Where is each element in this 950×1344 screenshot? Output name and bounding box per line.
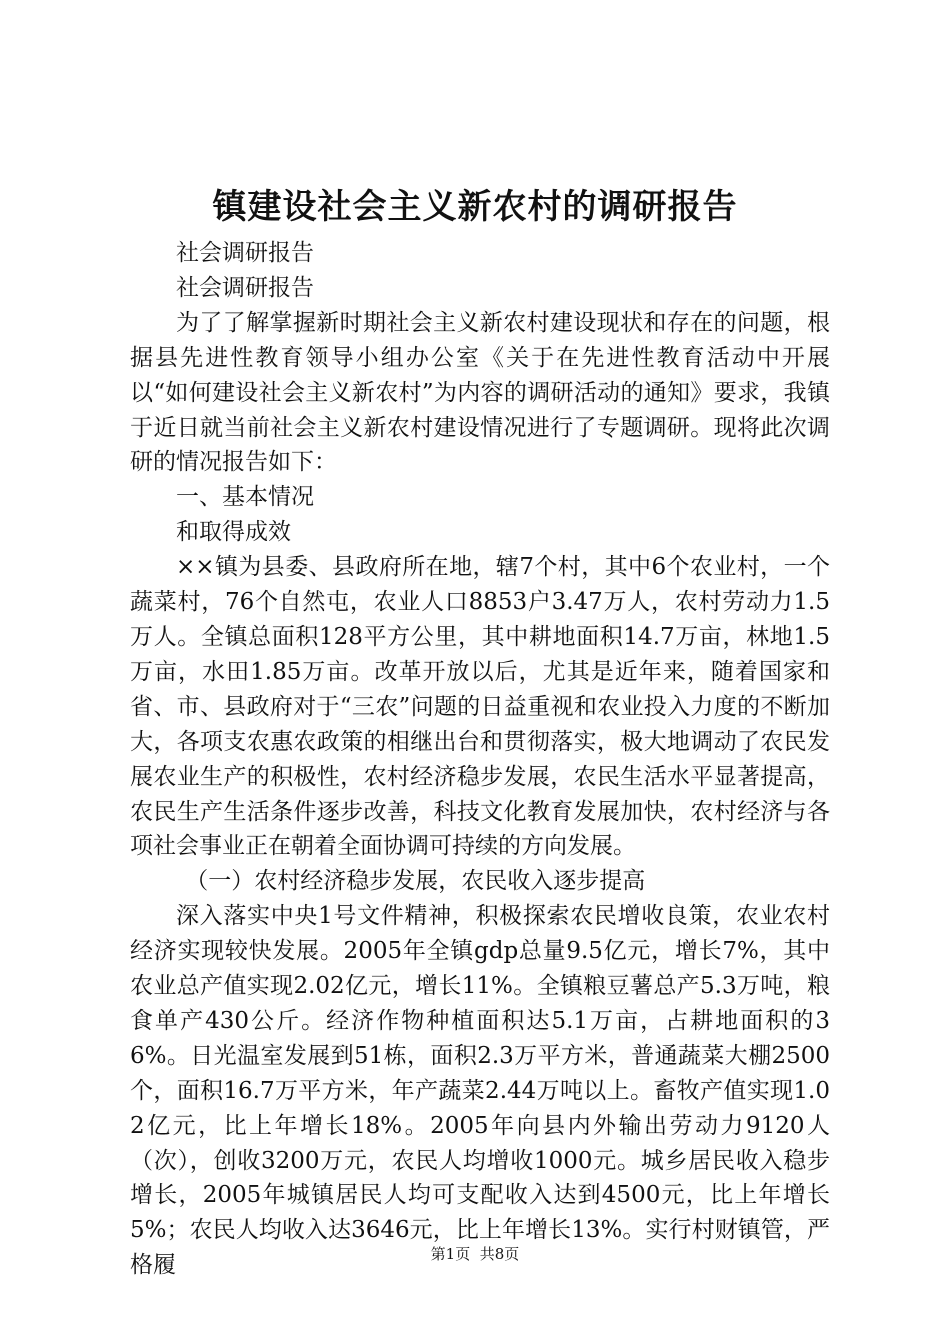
paragraph-overview: ××镇为县委、县政府所在地，辖7个村，其中6个农业村，一个蔬菜村，76个自然屯，农业人口8853户3.47万人，农村劳动力1.5万人。全镇总面积128平方公里，其中耕地面积14.7万亩，林地1.5万亩，水田1.85万亩。改革开放以后，尤其是近年来，随着国家和省、市、县政府对于“三农”问题的日益重视和农业投入力度的不断加大，各项支农惠农政策的相继出台和贯彻落实，极大地调动了农民发展农业生产的积极性，农村经济稳步发展，农民生活水平显著提高，农民生产生活条件逐步改善，科技文化教育发展加快，农村经济与各项社会事业正在朝着全面协调可持续的方向发展。 [130,554,830,860]
page-number: 第1页 [430,1245,471,1263]
page-total: 共8页 [479,1245,520,1263]
page-footer [0,1244,950,1264]
document-title: 镇建设社会主义新农村的调研报告 [212,187,738,227]
section-heading-basic: 一、基本情况 [176,484,314,511]
document-body [130,236,830,1283]
subsection-heading-economy: （一）农村经济稳步发展，农民收入逐步提高 [185,868,646,895]
section-heading-results: 和取得成效 [176,519,291,546]
paragraph-heading-1: 社会调研报告 [176,240,314,266]
paragraph-economy: 深入落实中央1号文件精神，积极探索农民增收良策，农业农村经济实现较快发展。2005年全镇gdp总量9.5亿元，增长7%，其中农业总产值实现2.02亿元，增长11%。全镇粮豆薯总产5.3万吨，粮食单产430公斤。经济作物种植面积达5.1万亩，占耕地面积的36%。日光温室发展到51栋，面积2.3万平方米，普通蔬菜大棚2500个，面积16.7万平方米，年产蔬菜2.44万吨以上。畜牧产值实现1.02亿元，比上年增长18%。2005年向县内外输出劳动力9120人（次），创收3200万元，农民人均增收1000元。城乡居民收入稳步增长，2005年城镇居民人均可支配收入达到4500元，比上年增长5%；农民人均收入达3646元，比上年增长13%。实行村财镇管，严格履 [130,903,830,1279]
paragraph-heading-2: 社会调研报告 [176,274,314,301]
paragraph-intro: 为了了解掌握新时期社会主义新农村建设现状和存在的问题，根据县先进性教育领导小组办公室《关于在先进性教育活动中开展以“如何建设社会主义新农村”为内容的调研活动的通知》要求，我镇于近日就当前社会主义新农村建设情况进行了专题调研。现将此次调研的情况报告如下： [130,309,830,476]
